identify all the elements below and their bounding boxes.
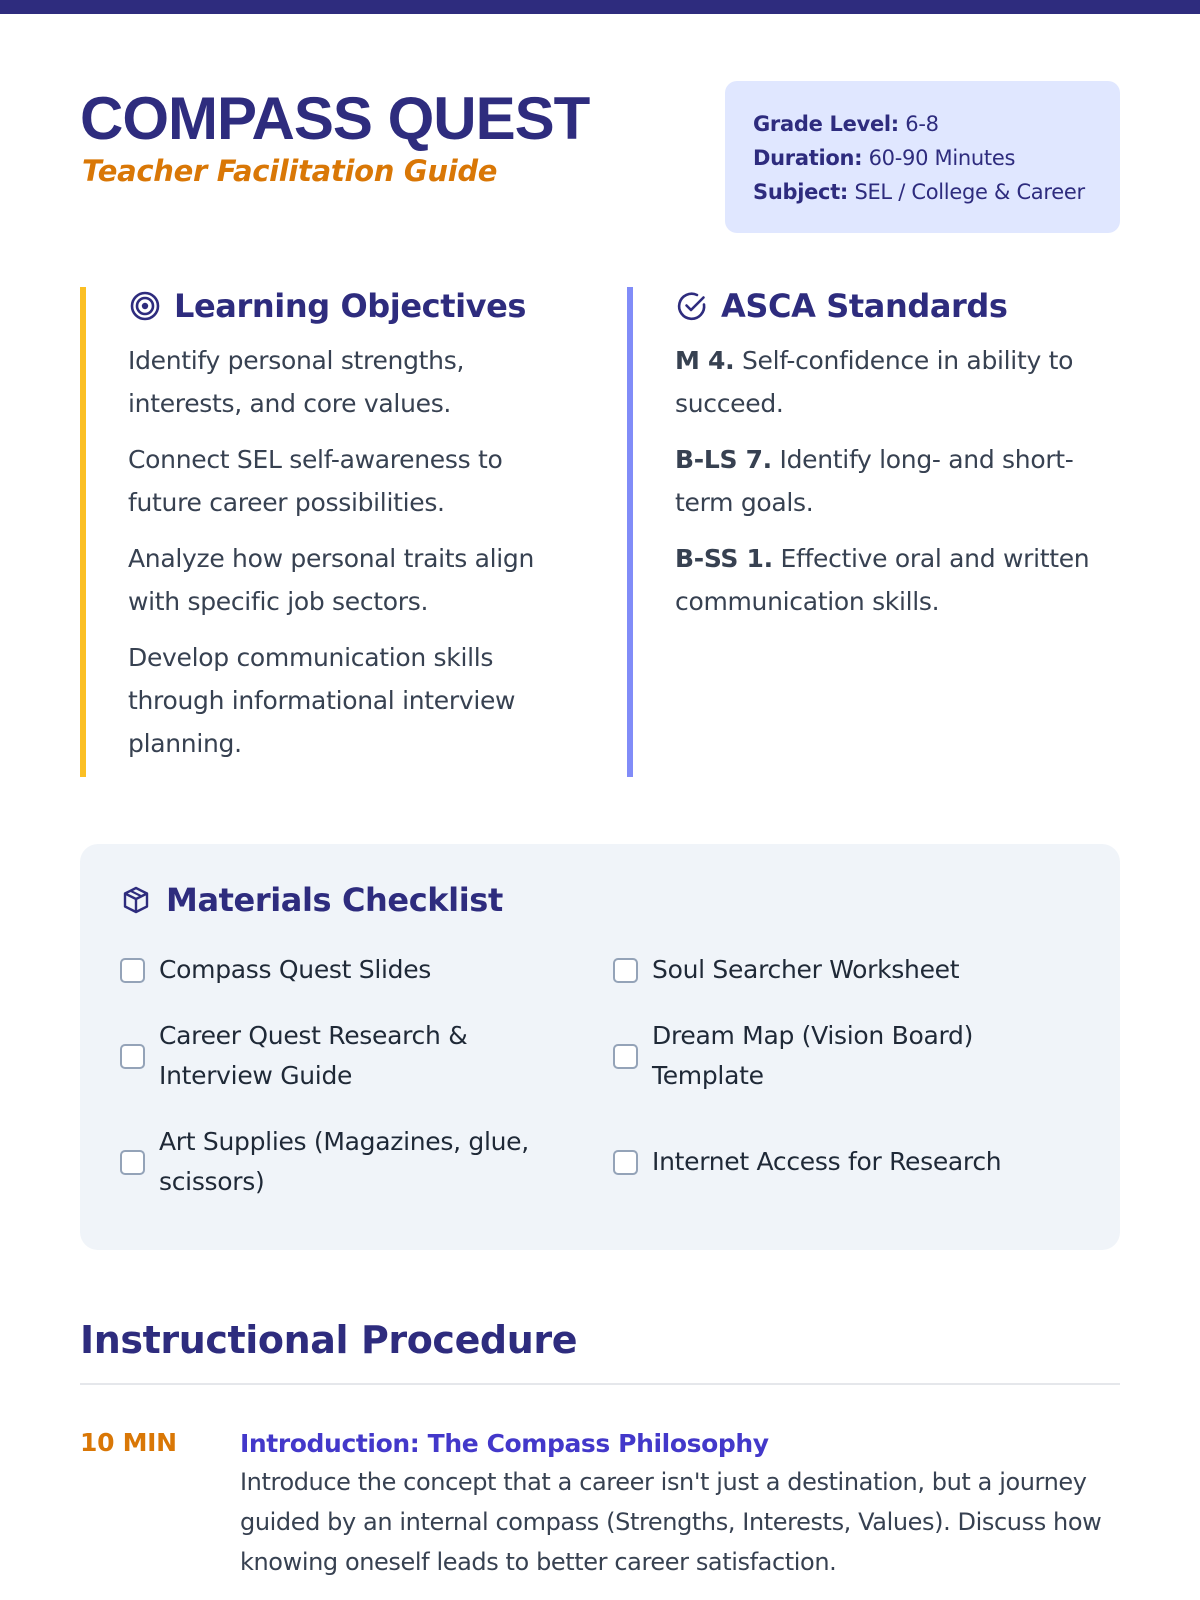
objectives-list <box>128 339 580 765</box>
material-label: Art Supplies (Magazines, glue, scissors) <box>159 1127 529 1196</box>
target-icon <box>128 289 162 323</box>
meta-label: Grade Level: <box>753 112 899 136</box>
meta-subject <box>753 175 1120 209</box>
objective-item: Identify personal strengths, interests, and core values. <box>128 346 465 418</box>
material-checkbox[interactable] <box>120 1044 145 1069</box>
material-label: Soul Searcher Worksheet <box>652 955 960 984</box>
meta-label: Duration: <box>753 146 863 170</box>
objective-item: Develop communication skills through informational interview planning. <box>128 643 516 758</box>
procedure-divider <box>80 1383 1120 1385</box>
learning-objectives-section <box>80 287 580 777</box>
material-item[interactable] <box>120 1016 560 1096</box>
material-item[interactable] <box>613 1016 1073 1096</box>
material-item[interactable] <box>613 1142 1073 1182</box>
guide-header <box>80 78 1120 234</box>
standard-code: B-SS 1. <box>675 544 773 573</box>
material-checkbox[interactable] <box>120 958 145 983</box>
procedure-heading: Instructional Procedure <box>80 1318 578 1362</box>
objective-item: Analyze how personal traits align with specific job sectors. <box>128 544 535 616</box>
standard-item <box>675 537 1095 623</box>
meta-grade-level <box>753 107 1120 141</box>
material-label: Compass Quest Slides <box>159 955 432 984</box>
section-heading-text: Learning Objectives <box>174 287 527 325</box>
step-duration: 10 MIN <box>80 1428 177 1457</box>
asca-standards-heading <box>675 283 1120 329</box>
material-checkbox[interactable] <box>613 1044 638 1069</box>
material-item[interactable] <box>120 1122 560 1202</box>
meta-duration <box>753 141 1120 175</box>
material-label: Internet Access for Research <box>652 1147 1002 1176</box>
material-item[interactable] <box>613 950 1073 990</box>
objective-item: Connect SEL self-awareness to future career possibilities. <box>128 445 503 517</box>
materials-checklist-section <box>80 844 1120 1250</box>
box-icon <box>120 884 152 916</box>
standard-text: Identify long- and short-term goals. <box>675 445 1074 517</box>
standard-text: Self-confidence in ability to succeed. <box>675 346 1074 418</box>
check-circle-icon <box>675 289 709 323</box>
asca-standards-section <box>627 287 1120 777</box>
meta-label: Subject: <box>753 180 849 204</box>
step-body <box>240 1426 1120 1582</box>
standard-text: Effective oral and written communication skills. <box>675 544 1090 616</box>
standards-list <box>675 339 1120 623</box>
section-heading-text: ASCA Standards <box>721 287 1008 325</box>
guide-subtitle: Teacher Facilitation Guide <box>82 154 498 188</box>
step-description: Introduce the concept that a career isn't just a destination, but a journey guided by an internal compass (Strengths, Interests, Values). Discuss how knowing oneself leads to better career satisfaction. <box>240 1468 1102 1576</box>
meta-value: 60-90 Minutes <box>868 146 1016 170</box>
material-checkbox[interactable] <box>120 1150 145 1175</box>
learning-objectives-heading <box>128 283 580 329</box>
standard-item <box>675 438 1095 524</box>
guide-title: COMPASS QUEST <box>80 85 590 152</box>
standard-code: M 4. <box>675 346 735 375</box>
materials-checklist-heading <box>120 878 1080 922</box>
material-label: Dream Map (Vision Board) Template <box>652 1021 974 1090</box>
material-item[interactable] <box>120 950 560 990</box>
standard-item <box>675 339 1095 425</box>
material-checkbox[interactable] <box>613 958 638 983</box>
top-accent-bar <box>0 0 1200 14</box>
meta-value: 6-8 <box>905 112 939 136</box>
standard-code: B-LS 7. <box>675 445 772 474</box>
meta-value: SEL / College & Career <box>854 180 1085 204</box>
material-checkbox[interactable] <box>613 1150 638 1175</box>
step-title: Introduction: The Compass Philosophy <box>240 1429 769 1458</box>
lesson-meta-box <box>725 81 1120 233</box>
material-label: Career Quest Research & Interview Guide <box>159 1021 468 1090</box>
section-heading-text: Materials Checklist <box>166 881 503 919</box>
